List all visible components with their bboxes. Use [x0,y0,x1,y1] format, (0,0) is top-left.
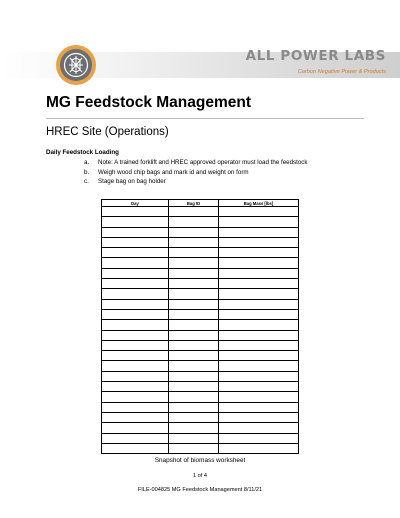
table-row [102,268,299,278]
day-cell[interactable] [102,382,169,392]
bag-id-cell[interactable] [169,268,219,278]
table-row [102,412,299,422]
bag-id-cell[interactable] [169,279,219,289]
bag-mass-cell[interactable] [219,248,299,258]
day-cell[interactable] [102,330,169,340]
table-row [102,402,299,412]
table-row [102,279,299,289]
table-row [102,227,299,237]
document-title: MG Feedstock Management [46,94,251,111]
bag-id-cell[interactable] [169,392,219,402]
bag-id-cell[interactable] [169,237,219,247]
bag-id-cell[interactable] [169,340,219,350]
biomass-worksheet-table [101,199,299,454]
bag-mass-cell[interactable] [219,433,299,443]
page-number: 1 of 4 [193,473,207,479]
table-row [102,371,299,381]
bag-id-cell[interactable] [169,258,219,268]
steps-list [84,158,307,187]
day-cell[interactable] [102,289,169,299]
table-row [102,217,299,227]
step-letter: c. [84,178,89,186]
bag-mass-cell[interactable] [219,382,299,392]
bag-id-cell[interactable] [169,248,219,258]
bag-mass-cell[interactable] [219,371,299,381]
footer-file-id: FILE-004825 MG Feedstock Management 8/11/21 [137,487,263,493]
day-cell[interactable] [102,217,169,227]
day-cell[interactable] [102,402,169,412]
day-cell[interactable] [102,340,169,350]
bag-mass-cell[interactable] [219,227,299,237]
day-cell[interactable] [102,423,169,433]
bag-mass-cell[interactable] [219,340,299,350]
table-row [102,340,299,350]
day-cell[interactable] [102,351,169,361]
bag-id-cell[interactable] [169,382,219,392]
day-cell[interactable] [102,371,169,381]
step-letter: b. [84,168,90,176]
bag-id-cell[interactable] [169,351,219,361]
day-cell[interactable] [102,227,169,237]
day-cell[interactable] [102,433,169,443]
bag-id-cell[interactable] [169,309,219,319]
bag-mass-cell[interactable] [219,207,299,217]
bag-id-cell[interactable] [169,330,219,340]
bag-mass-cell[interactable] [219,237,299,247]
column-header-day: Day [102,200,169,207]
bag-mass-cell[interactable] [219,279,299,289]
brand-tagline: Carbon Negative Power & Products [297,69,386,75]
bag-id-cell[interactable] [169,289,219,299]
table-row [102,258,299,268]
table-row [102,443,299,453]
table-row [102,207,299,217]
day-cell[interactable] [102,309,169,319]
bag-mass-cell[interactable] [219,402,299,412]
bag-mass-cell[interactable] [219,330,299,340]
step-text: Note: A trained forklift and HREC approved operator must load the feedstock [98,159,308,166]
table-row [102,423,299,433]
bag-id-cell[interactable] [169,371,219,381]
brand-name: ALL POWER LABS [245,48,386,64]
day-cell[interactable] [102,237,169,247]
day-cell[interactable] [102,412,169,422]
step-text: Stage bag on bag holder [98,178,166,186]
bag-mass-cell[interactable] [219,351,299,361]
table-header-row [102,200,299,207]
table-row [102,237,299,247]
day-cell[interactable] [102,268,169,278]
step-item [84,168,307,178]
step-item [84,158,307,168]
table-row [102,330,299,340]
bag-mass-cell[interactable] [219,412,299,422]
table-row [102,309,299,319]
day-cell[interactable] [102,258,169,268]
day-cell[interactable] [102,207,169,217]
worksheet-caption: Snapshot of biomass worksheet [154,457,246,464]
bag-mass-cell[interactable] [219,289,299,299]
worksheet-body [102,207,299,454]
column-header-bag-mass: Bag Mass [lbs] [219,200,299,207]
table-row [102,289,299,299]
bag-id-cell[interactable] [169,207,219,217]
bag-id-cell[interactable] [169,227,219,237]
bag-mass-cell[interactable] [219,392,299,402]
bag-id-cell[interactable] [169,443,219,453]
table-row [102,433,299,443]
table-row [102,320,299,330]
table-row [102,392,299,402]
table-row [102,299,299,309]
day-cell[interactable] [102,299,169,309]
bag-mass-cell[interactable] [219,423,299,433]
bag-id-cell[interactable] [169,320,219,330]
bag-mass-cell[interactable] [219,361,299,371]
step-letter: a. [84,159,90,166]
day-cell[interactable] [102,361,169,371]
bag-mass-cell[interactable] [219,299,299,309]
title-divider [46,118,364,119]
bag-mass-cell[interactable] [219,268,299,278]
column-header-bag-id: Bag ID [169,200,219,207]
bag-mass-cell[interactable] [219,309,299,319]
bag-mass-cell[interactable] [219,443,299,453]
table-row [102,361,299,371]
day-cell[interactable] [102,248,169,258]
bag-mass-cell[interactable] [219,258,299,268]
bag-id-cell[interactable] [169,423,219,433]
all-power-labs-logo-icon [55,44,97,86]
sub-heading: Daily Feedstock Loading [46,149,119,156]
bag-id-cell[interactable] [169,217,219,227]
day-cell[interactable] [102,279,169,289]
table-row [102,382,299,392]
bag-id-cell[interactable] [169,299,219,309]
day-cell[interactable] [102,443,169,453]
bag-id-cell[interactable] [169,412,219,422]
step-text: Weigh wood chip bags and mark id and weight on form [98,168,249,176]
day-cell[interactable] [102,320,169,330]
section-heading: HREC Site (Operations) [46,126,169,138]
bag-mass-cell[interactable] [219,320,299,330]
bag-mass-cell[interactable] [219,217,299,227]
table-row [102,248,299,258]
step-item [84,177,307,187]
bag-id-cell[interactable] [169,361,219,371]
table-row [102,351,299,361]
day-cell[interactable] [102,392,169,402]
bag-id-cell[interactable] [169,402,219,412]
bag-id-cell[interactable] [169,433,219,443]
